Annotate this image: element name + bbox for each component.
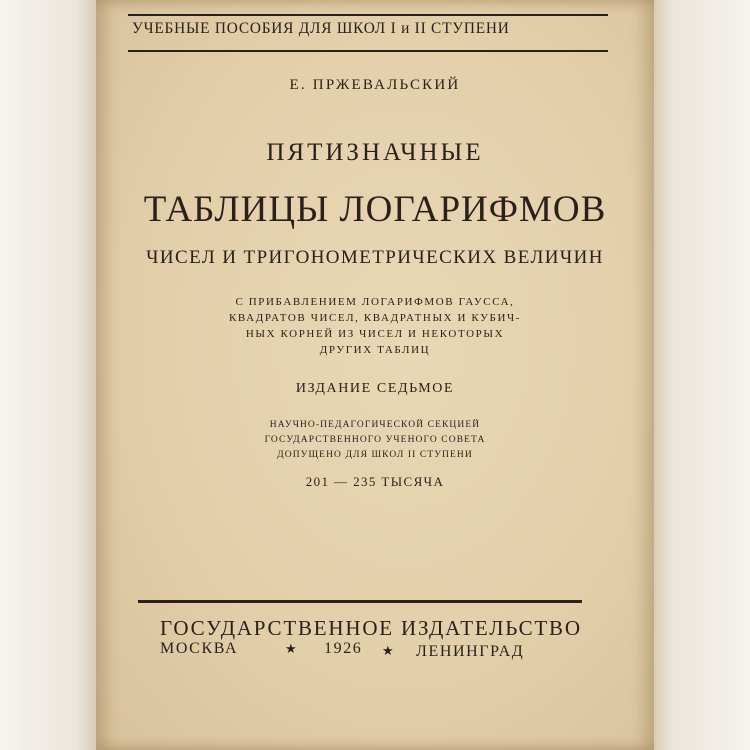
author-name: Е. ПРЖЕВАЛЬСКИЙ [289,77,461,93]
series-line: УЧЕБНЫЕ ПОСОБИЯ ДЛЯ ШКОЛ I и II СТУПЕНИ [132,20,510,37]
print-run: 201 — 235 ТЫСЯЧА [305,474,445,489]
approval-line: НАУЧНО-ПЕДАГОГИЧЕСКОЙ СЕКЦИЕЙ [269,420,481,430]
title-line-1: ПЯТИЗНАЧНЫЕ [266,139,484,166]
title-line-2: ТАБЛИЦЫ ЛОГАРИФМОВ [143,189,607,230]
city-moscow: МОСКВА [160,640,239,657]
subtitle-line: С ПРИБАВЛЕНИЕМ ЛОГАРИФМОВ ГАУССА, [235,296,515,308]
publication-year: 1926 [324,640,363,657]
header-rule-top [128,14,608,16]
background-left [0,0,96,750]
header-rule-bottom [128,50,608,52]
approval-block [96,418,654,463]
approval-line: ГОСУДАРСТВЕННОГО УЧЕНОГО СОВЕТА [264,435,486,445]
approval-line: ДОПУЩЕНО ДЛЯ ШКОЛ II СТУПЕНИ [277,450,473,460]
city-leningrad: ЛЕНИНГРАД [416,643,525,660]
edition-label: ИЗДАНИЕ СЕДЬМОЕ [295,381,455,396]
title-page [96,0,654,750]
star-separator-icon: ★ [285,641,297,656]
publisher-name: ГОСУДАРСТВЕННОЕ ИЗДАТЕЛЬСТВО [160,616,582,640]
title-line-3: ЧИСЕЛ И ТРИГОНОМЕТРИЧЕСКИХ ВЕЛИЧИН [146,247,604,268]
star-separator-icon: ★ [382,643,394,658]
subtitle-line: НЫХ КОРНЕЙ ИЗ ЧИСЕЛ И НЕКОТОРЫХ [245,328,505,340]
subtitle-line: КВАДРАТОВ ЧИСЕЛ, КВАДРАТНЫХ И КУБИЧ- [228,312,522,324]
imprint-rule [138,600,582,603]
background-right [654,0,750,750]
subtitle-block [96,294,654,358]
subtitle-line: ДРУГИХ ТАБЛИЦ [319,344,431,356]
